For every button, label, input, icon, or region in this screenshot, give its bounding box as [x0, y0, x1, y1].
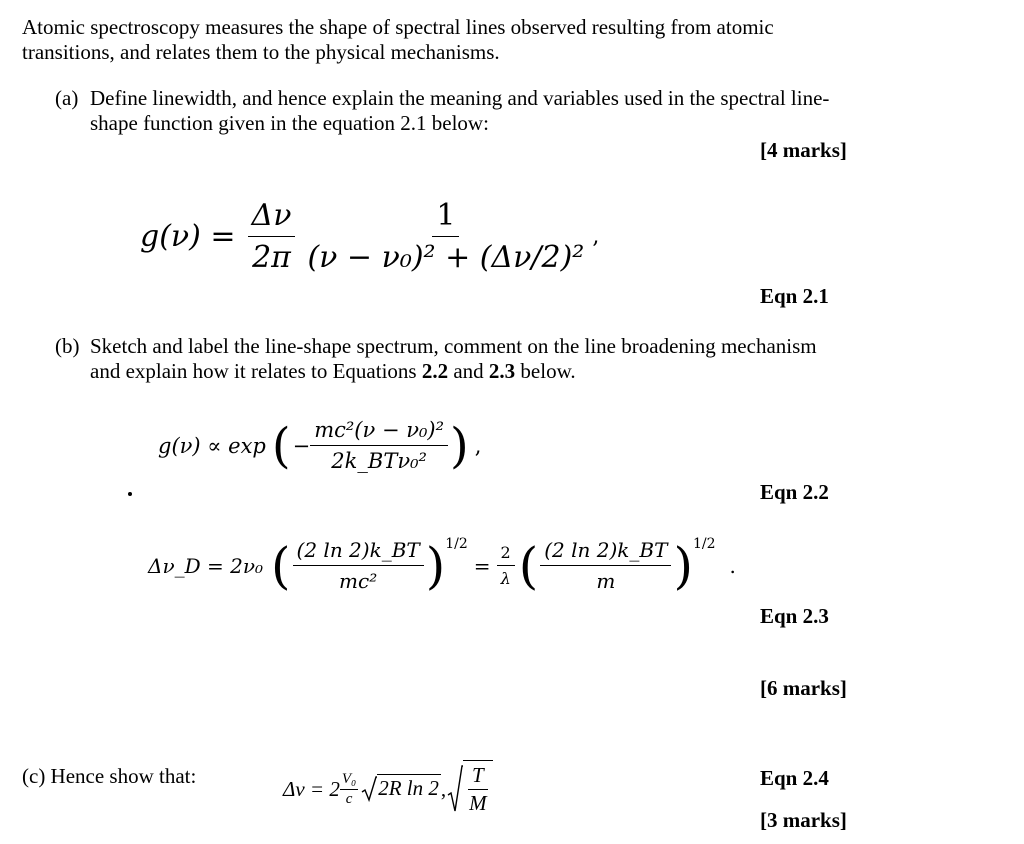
eqn-2-2-label: Eqn 2.2 — [760, 480, 829, 504]
eqn-2-2-den: 2k_BTν₀² — [331, 449, 427, 473]
eqn-2-2-fraction — [310, 418, 448, 473]
intro-paragraph — [22, 15, 774, 65]
part-c-marks: [3 marks] — [760, 808, 847, 832]
sqrt-large-symbol-icon — [447, 765, 463, 813]
intro-line-1: Atomic spectroscopy measures the shape of spectral lines observed resulting from atomic — [22, 15, 774, 39]
eqn-2-1-f1-den: 2π — [252, 240, 291, 275]
eqn-2-3-fraction-3 — [540, 538, 671, 593]
eqn-2-3-f2-den: λ — [500, 569, 511, 588]
part-b-line-2-pre: and explain how it relates to Equations — [90, 359, 422, 383]
eqn-2-1-f2-den: (ν − ν₀)² + (Δν/2)² — [307, 240, 585, 275]
part-b-question — [90, 334, 817, 384]
eqn-2-2-trail: , — [474, 433, 482, 458]
part-a-line-1: Define linewidth, and hence explain the meaning and variables used in the spectral line- — [90, 86, 830, 110]
eqn-2-1-lhs: g(ν) = — [140, 219, 236, 254]
eqn-2-4-sep: , — [440, 776, 447, 801]
part-b-marks: [6 marks] — [760, 676, 847, 700]
eqn-2-1-f2-num: 1 — [432, 198, 459, 237]
stray-dot — [128, 492, 132, 496]
eqn-2-3-paren-2-close: ) — [673, 536, 693, 595]
part-a-marks: [4 marks] — [760, 138, 847, 162]
eqn-2-2-neg: − — [292, 433, 311, 458]
equation-2-3 — [148, 538, 736, 593]
eqn-2-3-f3-num: (2 ln 2)k_BT — [540, 538, 671, 566]
eqn-2-1-f1-num: Δν — [248, 198, 296, 237]
intro-line-2: transitions, and relates them to the physical mechanisms. — [22, 40, 500, 64]
part-b-line-2 — [90, 359, 817, 384]
eqn-2-1-fraction-1 — [248, 198, 296, 275]
eqn-2-2-num: mc²(ν − ν₀)² — [310, 418, 448, 446]
eqn-2-3-label: Eqn 2.3 — [760, 604, 829, 628]
eqn-2-2-right-paren: ) — [450, 417, 469, 474]
eqn-2-4-root-1: 2R ln 2 — [378, 776, 439, 800]
part-b-eq-ref-1: 2.2 — [421, 359, 449, 383]
eqn-2-3-f2-num: 2 — [497, 543, 515, 566]
eqn-2-3-equals: = — [473, 553, 491, 578]
part-a-line-2: shape function given in the equation 2.1 below: — [90, 111, 489, 135]
eqn-2-4-v-den: c — [345, 790, 353, 807]
part-b-line-2-post: below. — [515, 359, 576, 383]
eqn-2-3-exp-2: 1/2 — [692, 536, 716, 552]
eqn-2-4-r-den: M — [469, 791, 487, 815]
eqn-2-3-paren-1-open: ( — [271, 536, 291, 595]
part-b-label: (b) — [55, 334, 80, 358]
eqn-2-4-v-num: V₀ — [340, 771, 358, 790]
part-b-line-2-mid: and — [448, 359, 489, 383]
part-a-question — [90, 86, 829, 136]
eqn-2-3-f1-den: mc² — [339, 569, 378, 593]
eqn-2-2-lhs: g(ν) ∝ exp — [158, 433, 266, 458]
eqn-2-2-left-paren: ( — [271, 417, 291, 474]
part-c-label: (c) Hence show that: — [22, 764, 197, 788]
eqn-2-3-trail: . — [729, 553, 736, 578]
eqn-2-4-r-num: T — [468, 763, 488, 790]
sqrt-symbol-icon — [361, 776, 377, 802]
equation-2-1 — [140, 198, 599, 275]
eqn-2-1-fraction-2 — [303, 198, 588, 275]
eqn-2-4-fraction — [340, 771, 358, 808]
part-a-label: (a) — [55, 86, 79, 110]
eqn-2-4-root-fraction — [463, 760, 493, 816]
eqn-2-4-label: Eqn 2.4 — [760, 766, 829, 790]
part-b-eq-ref-2: 2.3 — [488, 359, 516, 383]
eqn-2-4-lhs: Δν = 2 — [283, 776, 340, 801]
equation-2-2 — [158, 418, 481, 473]
eqn-2-3-paren-1-close: ) — [425, 536, 446, 595]
equation-2-4 — [283, 762, 493, 816]
eqn-2-3-fraction-1 — [293, 538, 424, 593]
eqn-2-3-lhs: Δν_D = 2ν₀ — [148, 553, 264, 578]
eqn-2-3-f1-num: (2 ln 2)k_BT — [293, 538, 424, 566]
part-b-line-1: Sketch and label the line-shape spectrum, comment on the line broadening mechanism — [90, 334, 817, 358]
eqn-2-3-paren-2-open: ( — [518, 536, 539, 595]
eqn-2-1-label: Eqn 2.1 — [760, 284, 829, 308]
eqn-2-3-exp-1: 1/2 — [445, 536, 468, 552]
eqn-2-3-fraction-2 — [497, 543, 515, 588]
eqn-2-1-trail: , — [592, 224, 600, 249]
eqn-2-3-f3-den: m — [596, 569, 616, 593]
